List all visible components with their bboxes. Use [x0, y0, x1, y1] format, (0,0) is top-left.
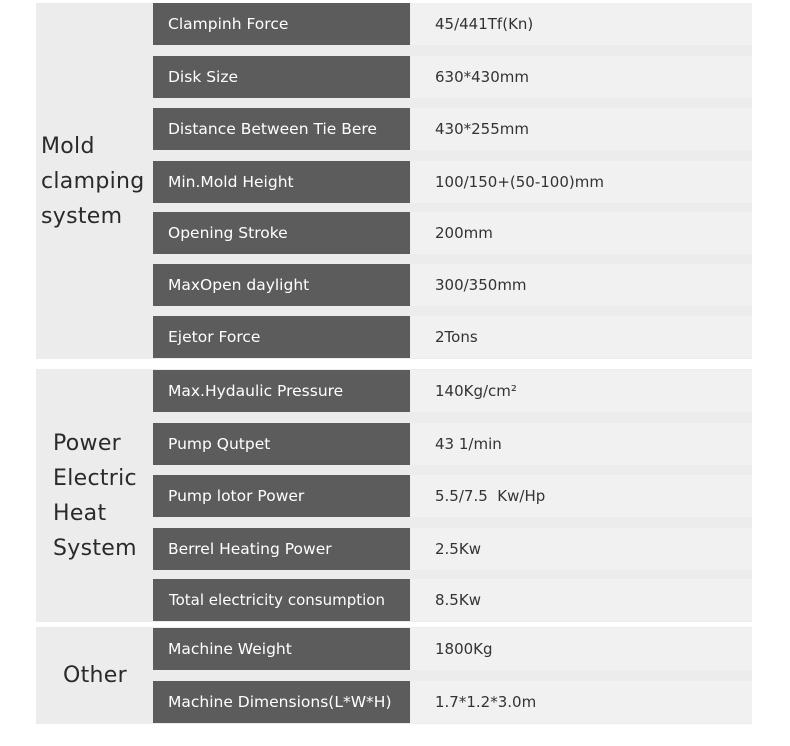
spec-value: 630*430mm — [411, 56, 752, 98]
spec-value: 2Tons — [411, 316, 752, 358]
spec-value: 8.5Kw — [411, 579, 752, 621]
spec-key: Clampinh Force — [153, 3, 410, 45]
spec-key: Total electricity consumption — [153, 579, 410, 621]
group-other — [36, 627, 752, 724]
spec-value: 1.7*1.2*3.0m — [411, 681, 752, 723]
spec-key: Max.Hydaulic Pressure — [153, 370, 410, 412]
group-label — [36, 3, 158, 361]
spec-row-tie-bar-distance — [153, 108, 752, 150]
spec-value: 300/350mm — [411, 264, 752, 306]
spec-value: 45/441Tf(Kn) — [411, 3, 752, 45]
group-label-line: Power — [53, 430, 122, 456]
spec-key: MaxOpen daylight — [153, 264, 410, 306]
group-label-line: System — [53, 535, 137, 561]
spec-row-disk-size — [153, 56, 752, 98]
spec-key: Machine Weight — [153, 628, 410, 670]
spec-value: 43 1/min — [411, 423, 752, 465]
spec-value: 140Kg/cm² — [411, 370, 752, 412]
spec-key: Pump lotor Power — [153, 475, 410, 517]
spec-row-max-open-daylight — [153, 264, 752, 306]
spec-row-pump-motor-power — [153, 475, 752, 517]
group-label-line: system — [41, 203, 123, 229]
group-label-line: Mold — [41, 133, 95, 159]
spec-key: Ejetor Force — [153, 316, 410, 358]
spec-row-barrel-heating-power — [153, 528, 752, 570]
spec-row-total-electricity — [153, 579, 752, 621]
spec-value: 100/150+(50-100)mm — [411, 161, 752, 203]
spec-value: 430*255mm — [411, 108, 752, 150]
group-label-line: Other — [63, 663, 127, 688]
spec-value: 5.5/7.5 Kw/Hp — [411, 475, 752, 517]
spec-value: 1800Kg — [411, 628, 752, 670]
spec-key: Pump Qutpet — [153, 423, 410, 465]
spec-key: Opening Stroke — [153, 212, 410, 254]
spec-row-min-mold-height — [153, 161, 752, 203]
spec-row-ejector-force — [153, 316, 752, 358]
group-mold-clamping-system — [36, 3, 752, 359]
spec-value: 200mm — [411, 212, 752, 254]
group-label — [36, 369, 170, 626]
spec-row-pump-output — [153, 423, 752, 465]
spec-row-opening-stroke — [153, 212, 752, 254]
spec-row-machine-dimensions — [153, 681, 752, 723]
group-power-electric-heat-system — [36, 369, 752, 622]
group-label-line: Electric — [53, 465, 137, 491]
spec-key: Berrel Heating Power — [153, 528, 410, 570]
spec-row-max-hydraulic-pressure — [153, 370, 752, 412]
group-label-line: Heat — [53, 500, 107, 526]
spec-key: Disk Size — [153, 56, 410, 98]
group-label-line: clamping — [41, 168, 145, 194]
spec-value: 2.5Kw — [411, 528, 752, 570]
spec-row-machine-weight — [153, 628, 752, 670]
spec-key: Distance Between Tie Bere — [153, 108, 410, 150]
spec-key: Min.Mold Height — [153, 161, 410, 203]
spec-row-clamping-force — [153, 3, 752, 45]
spec-key: Machine Dimensions(L*W*H) — [153, 681, 410, 723]
